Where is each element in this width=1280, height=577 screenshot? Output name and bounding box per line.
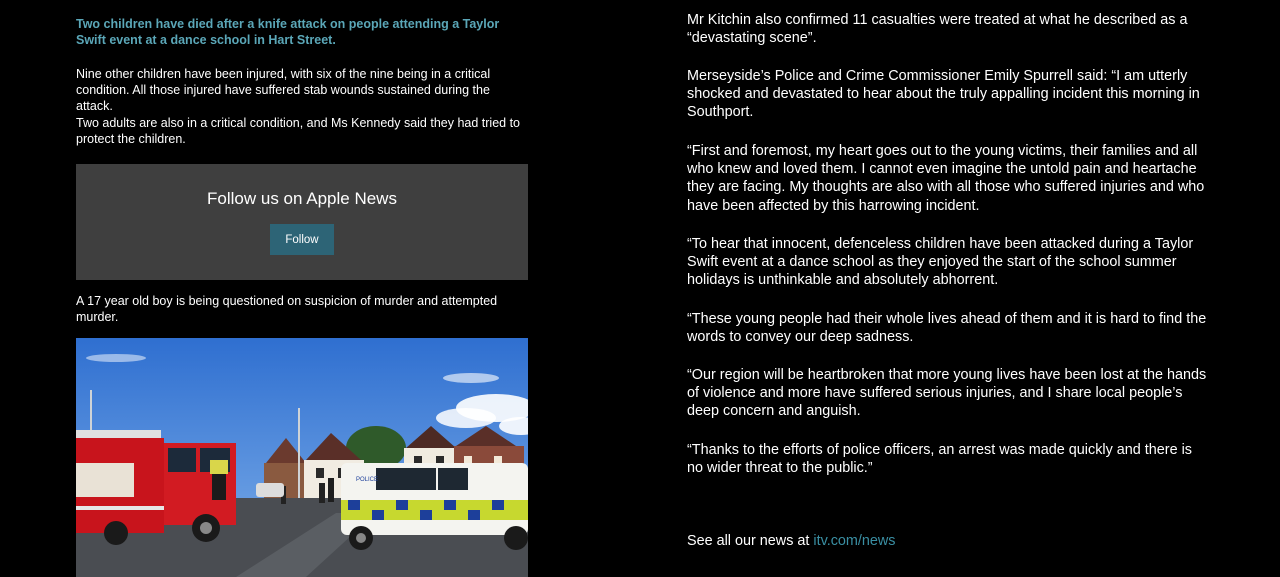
paragraph-casualties: Mr Kitchin also confirmed 11 casualties were treated at what he described as a “devastating scene”.: [687, 12, 1188, 47]
paragraph-commissioner: Merseyside’s Police and Crime Commissioner Emily Spurrell said: “I am utterly shocked and devastated to hear about the truly appalling incident this morning in Southport.: [687, 68, 1200, 121]
paragraph-quote-innocent: “To hear that innocent, defenceless children have been attacked during a Taylor Swift event at a dance school as they enjoyed the start of the school summer holidays is unthinkable and absolutely abhorrent.: [687, 236, 1194, 289]
paragraph-adults: Two adults are also in a critical condition, and Ms Kennedy said they had tried to protect the children.: [76, 116, 521, 146]
paragraph-quote-first: “First and foremost, my heart goes out to the young victims, their families and all who knew and loved them. I cannot even imagine the untold pain and heartache they are facing. My thoughts are also with all those who suffered injuries and who have been affected by this harrowing incident.: [687, 143, 1205, 214]
footer-news-line: [687, 532, 1207, 550]
paragraph-quote-young-people: “These young people had their whole lives ahead of them and it is hard to find the words to convey our deep sadness.: [687, 311, 1207, 346]
paragraph-injuries: Nine other children have been injured, with six of the nine being in a critical condition. All those injured have suffered stab wounds sustained during the attack.: [76, 67, 491, 113]
police-van-text: POLICE: [356, 477, 379, 483]
follow-apple-news-box: [76, 164, 528, 280]
scene-photo: [76, 338, 528, 577]
paragraph-arrest: A 17 year old boy is being questioned on suspicion of murder and attempted murder.: [76, 294, 498, 324]
paragraph-quote-thanks: “Thanks to the efforts of police officers, an arrest was made quickly and there is no wider threat to the public.”: [687, 442, 1192, 477]
footer-prefix: See all our news at: [687, 533, 814, 549]
paragraph-quote-region: “Our region will be heartbroken that more young lives have been lost at the hands of violence and more have suffered serious injuries, and I share local people’s deep concern and anguish.: [687, 367, 1207, 420]
itv-news-link[interactable]: itv.com/news: [813, 533, 896, 549]
article-lede: Two children have died after a knife attack on people attending a Taylor Swift event at a dance school in Hart Street.: [76, 17, 500, 47]
follow-button[interactable]: Follow: [270, 224, 334, 255]
follow-title: Follow us on Apple News: [207, 189, 397, 208]
